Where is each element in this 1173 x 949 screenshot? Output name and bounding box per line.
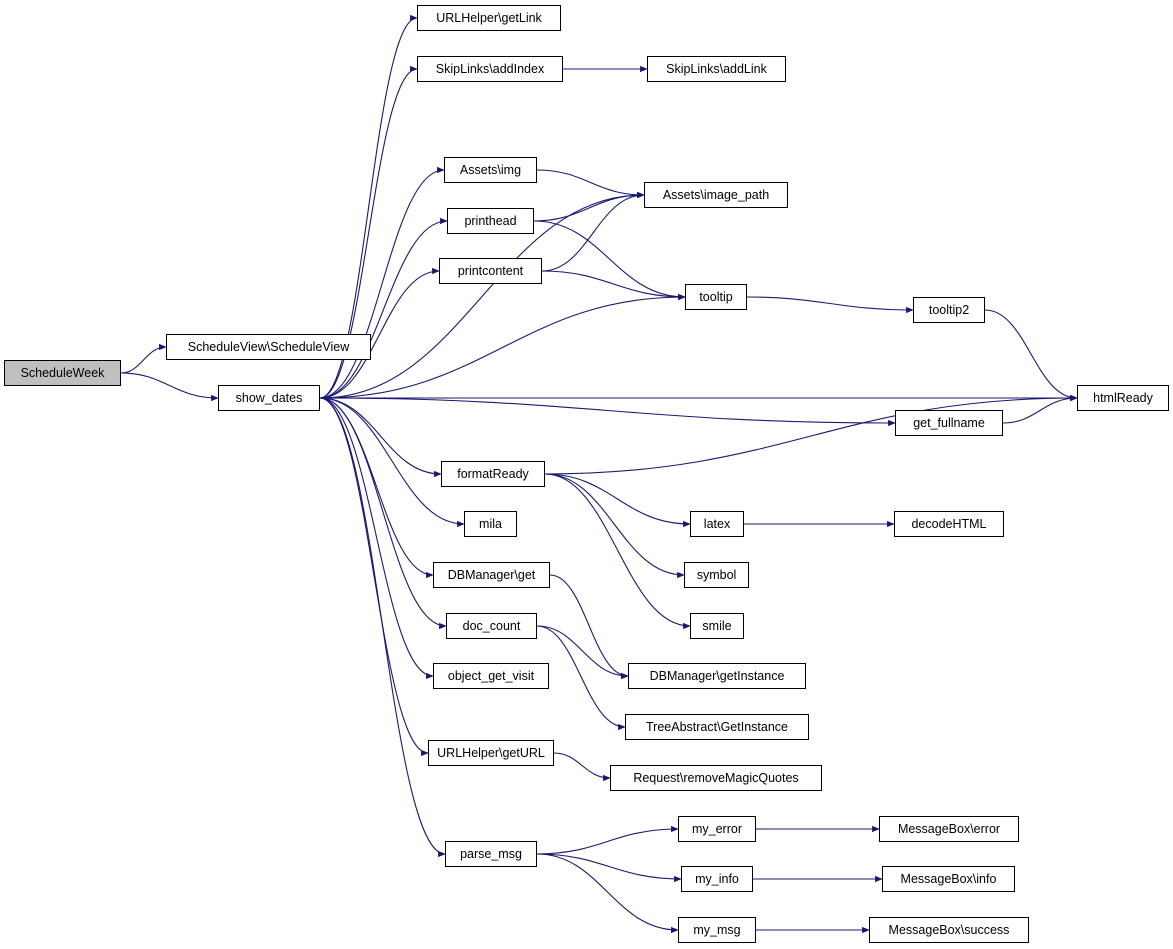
graph-node-label: ScheduleView\ScheduleView	[187, 339, 350, 354]
graph-node-my-msg[interactable]	[678, 917, 756, 943]
graph-node-get-fullname[interactable]	[895, 410, 1003, 436]
graph-edge	[537, 626, 625, 727]
graph-node-label: mila	[479, 516, 502, 531]
graph-node-formatready[interactable]	[441, 461, 545, 487]
graph-node-label: my_error	[691, 821, 742, 836]
graph-node-dbmanager-getinstance[interactable]	[628, 663, 806, 689]
graph-node-label: Assets\image_path	[662, 187, 770, 202]
graph-node-smile[interactable]	[690, 613, 744, 639]
graph-node-urlhelper-getlink[interactable]	[417, 5, 561, 31]
graph-edge	[320, 170, 444, 398]
graph-edge	[542, 195, 644, 271]
graph-node-label: ScheduleWeek	[20, 365, 105, 380]
graph-node-object-get-visit[interactable]	[433, 663, 549, 689]
graph-edge	[747, 297, 913, 310]
graph-edge	[121, 347, 166, 373]
graph-node-label: DBManager\get	[447, 567, 536, 582]
graph-node-label: Request\removeMagicQuotes	[633, 770, 799, 785]
graph-node-label: parse_msg	[460, 846, 522, 861]
graph-node-label: formatReady	[457, 466, 529, 481]
graph-node-treeabstract-getinstance[interactable]	[625, 714, 809, 740]
graph-node-label: symbol	[696, 567, 737, 582]
graph-node-messagebox-info[interactable]	[882, 866, 1015, 892]
graph-node-skiplinks-addindex[interactable]	[417, 56, 563, 82]
graph-node-scheduleweek[interactable]	[4, 360, 121, 386]
graph-edge	[537, 854, 678, 930]
graph-edge	[121, 373, 218, 398]
graph-node-label: decodeHTML	[911, 516, 987, 531]
graph-edge	[320, 398, 441, 474]
graph-edge	[542, 271, 685, 297]
graph-node-label: DBManager\getInstance	[649, 668, 785, 683]
graph-edge	[534, 221, 685, 297]
graph-node-mila[interactable]	[464, 511, 517, 537]
graph-node-printhead[interactable]	[447, 208, 534, 234]
graph-node-label: my_msg	[693, 922, 741, 937]
graph-node-label: htmlReady	[1093, 390, 1153, 405]
graph-edge	[537, 170, 644, 195]
graph-edge	[320, 398, 433, 676]
graph-node-label: doc_count	[462, 618, 521, 633]
graph-node-show-dates[interactable]	[218, 385, 320, 411]
graph-node-label: SkipLinks\addIndex	[435, 61, 545, 76]
graph-node-assets-image-path[interactable]	[644, 182, 788, 208]
graph-edge	[320, 398, 433, 575]
graph-node-parse-msg[interactable]	[445, 841, 537, 867]
graph-edge	[1003, 398, 1077, 423]
graph-edge	[537, 854, 681, 879]
graph-edge	[320, 398, 446, 626]
graph-edge	[320, 221, 447, 398]
graph-node-my-info[interactable]	[681, 866, 753, 892]
graph-edge	[320, 297, 685, 398]
graph-edge	[537, 829, 678, 854]
graph-node-tooltip2[interactable]	[913, 297, 985, 323]
graph-edge	[537, 626, 628, 676]
graph-node-label: tooltip2	[928, 302, 970, 317]
graph-node-label: TreeAbstract\GetInstance	[646, 719, 788, 734]
graph-node-label: object_get_visit	[447, 668, 535, 683]
graph-node-label: smile	[702, 618, 732, 633]
graph-node-label: my_info	[695, 871, 739, 886]
graph-edge	[554, 753, 610, 778]
graph-edge	[320, 398, 895, 423]
graph-node-htmlready[interactable]	[1077, 385, 1169, 411]
graph-node-label: MessageBox\success	[888, 922, 1010, 937]
graph-node-printcontent[interactable]	[439, 258, 542, 284]
graph-node-tooltip[interactable]	[685, 284, 747, 310]
graph-edge	[320, 398, 428, 753]
graph-edge	[550, 575, 628, 676]
graph-node-label: MessageBox\error	[897, 821, 1001, 836]
graph-edge	[534, 195, 644, 221]
graph-node-label: SkipLinks\addLink	[666, 61, 767, 76]
graph-node-my-error[interactable]	[678, 816, 756, 842]
graph-node-label: show_dates	[235, 390, 303, 405]
graph-node-urlhelper-geturl[interactable]	[428, 740, 554, 766]
graph-node-label: URLHelper\getURL	[437, 745, 545, 760]
graph-node-request-removemagicquotes[interactable]	[610, 765, 822, 791]
graph-node-label: printhead	[464, 213, 517, 228]
graph-node-label: Assets\img	[459, 162, 522, 177]
graph-node-label: printcontent	[457, 263, 524, 278]
graph-node-messagebox-success[interactable]	[869, 917, 1029, 943]
graph-node-doc-count[interactable]	[446, 613, 537, 639]
graph-node-decodehtml[interactable]	[894, 511, 1004, 537]
graph-node-messagebox-error[interactable]	[879, 816, 1019, 842]
graph-node-label: URLHelper\getLink	[436, 10, 542, 25]
graph-edge	[545, 474, 690, 524]
graph-node-scheduleview[interactable]	[166, 334, 371, 360]
graph-edge	[545, 474, 690, 626]
graph-node-skiplinks-addlink[interactable]	[647, 56, 786, 82]
graph-node-label: latex	[703, 516, 731, 531]
graph-edge	[985, 310, 1077, 398]
graph-node-label: tooltip	[699, 289, 733, 304]
graph-node-symbol[interactable]	[684, 562, 749, 588]
graph-node-label: MessageBox\info	[900, 871, 997, 886]
graph-edge	[320, 398, 445, 854]
graph-node-label: get_fullname	[913, 415, 985, 430]
graph-node-latex[interactable]	[690, 511, 744, 537]
graph-node-assets-img[interactable]	[444, 157, 537, 183]
graph-edge	[545, 474, 684, 575]
graph-node-dbmanager-get[interactable]	[433, 562, 550, 588]
